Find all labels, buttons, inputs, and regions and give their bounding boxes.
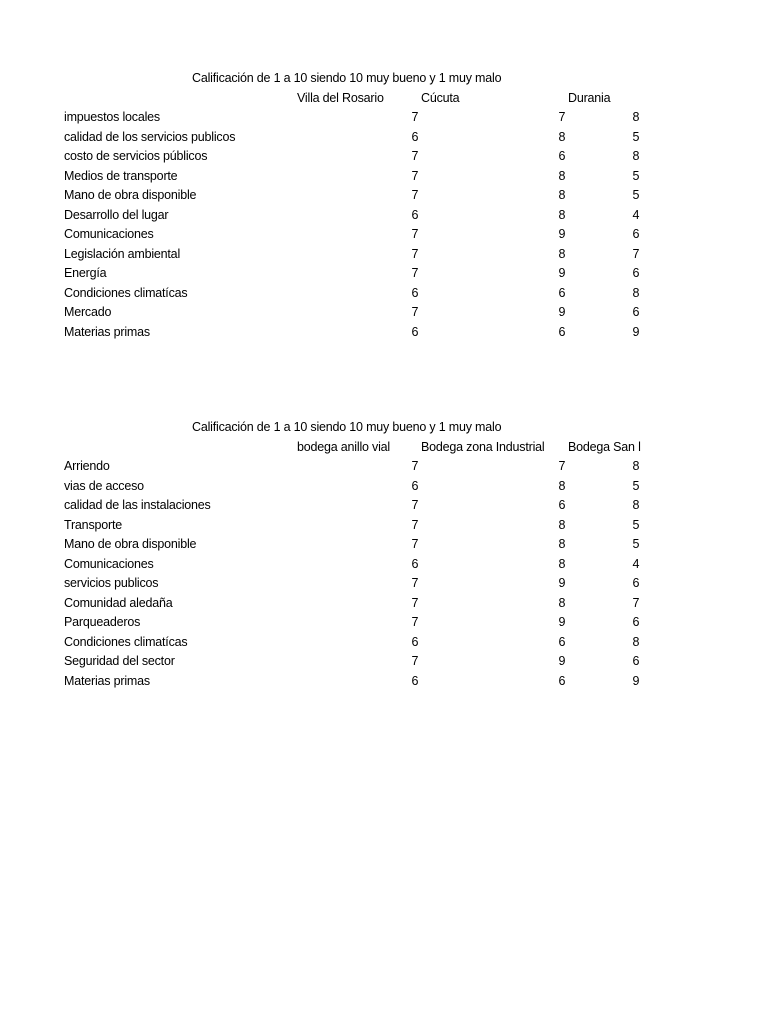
rating-cell: 6	[632, 654, 640, 668]
rating-cell: 7	[411, 266, 419, 280]
rating-cell: 7	[411, 459, 419, 473]
rating-cell: 8	[632, 285, 640, 300]
rating-cell: 9	[558, 305, 566, 319]
rating-cell: 5	[632, 537, 640, 551]
rating-cell: 7	[411, 168, 419, 183]
rating-cell: 7	[411, 576, 419, 590]
rating-cell: 8	[558, 168, 566, 183]
rating-cell: 5	[632, 478, 640, 493]
rating-cell: 8	[558, 595, 566, 610]
row-label: Comunidad aledaña	[64, 595, 173, 610]
rating-cell: 7	[632, 246, 640, 261]
rating-cell: 6	[411, 324, 419, 339]
rating-cell: 5	[632, 168, 640, 183]
rating-cell: 7	[411, 149, 419, 163]
rating-cell: 6	[632, 615, 640, 629]
row-label: vias de acceso	[64, 478, 144, 493]
rating-cell: 7	[558, 459, 566, 473]
row-label: Mercado	[64, 305, 112, 319]
column-header-cucuta: Cúcuta	[421, 91, 460, 105]
column-header-villa-del-rosario: Villa del Rosario	[297, 91, 384, 105]
rating-cell: 6	[558, 498, 566, 512]
rating-cell: 9	[632, 324, 640, 339]
rating-cell: 6	[632, 305, 640, 319]
row-label: impuestos locales	[64, 110, 160, 124]
rating-cell: 7	[411, 110, 419, 124]
row-label: Parqueaderos	[64, 615, 141, 629]
rating-cell: 9	[558, 266, 566, 280]
row-label: Materias primas	[64, 324, 150, 339]
rating-cell: 6	[411, 556, 419, 571]
row-label: Legislación ambiental	[64, 246, 181, 261]
rating-cell: 7	[411, 537, 419, 551]
rating-cell: 8	[558, 207, 566, 222]
rating-cell: 7	[411, 227, 419, 241]
rating-cell: 5	[632, 188, 640, 202]
rating-cell: 7	[411, 595, 419, 610]
rating-cell: 5	[632, 129, 640, 144]
rating-cell: 7	[411, 615, 419, 629]
row-label: Arriendo	[64, 459, 110, 473]
row-label: Mano de obra disponible	[64, 188, 197, 202]
row-label: Desarrollo del lugar	[64, 207, 169, 222]
row-label: Transporte	[64, 517, 122, 532]
row-label: Energía	[64, 266, 107, 280]
rating-cell: 6	[632, 266, 640, 280]
rating-cell: 6	[558, 285, 566, 300]
column-header-bodega-anillo-vial: bodega anillo vial	[297, 440, 391, 454]
row-label: Seguridad del sector	[64, 654, 175, 668]
rating-cell: 7	[411, 188, 419, 202]
row-label: Medios de transporte	[64, 168, 178, 183]
rating-cell: 8	[558, 537, 566, 551]
row-label: costo de servicios públicos	[64, 149, 208, 163]
rating-cell: 6	[411, 673, 419, 688]
rating-cell: 8	[632, 634, 640, 649]
rating-cell: 6	[411, 478, 419, 493]
rating-cell: 9	[558, 615, 566, 629]
rating-cell: 5	[632, 517, 640, 532]
row-label: Condiciones climatícas	[64, 634, 188, 649]
rating-cell: 6	[411, 634, 419, 649]
row-label: Condiciones climatícas	[64, 285, 188, 300]
rating-cell: 8	[558, 129, 566, 144]
rating-cell: 4	[632, 556, 640, 571]
rating-cell: 9	[558, 654, 566, 668]
rating-cell: 9	[632, 673, 640, 688]
column-header-bodega-san: Bodega San l	[568, 440, 641, 454]
rating-cell: 8	[632, 110, 640, 124]
row-label: Comunicaciones	[64, 227, 154, 241]
row-label: Comunicaciones	[64, 556, 154, 571]
rating-cell: 7	[632, 595, 640, 610]
row-label: calidad de las instalaciones	[64, 498, 211, 512]
rating-cell: 8	[632, 149, 640, 163]
rating-cell: 8	[632, 498, 640, 512]
row-label: servicios publicos	[64, 576, 159, 590]
row-label: calidad de los servicios publicos	[64, 129, 236, 144]
rating-cell: 9	[558, 227, 566, 241]
rating-cell: 8	[558, 478, 566, 493]
rating-cell: 4	[632, 207, 640, 222]
rating-cell: 6	[558, 324, 566, 339]
row-label: Mano de obra disponible	[64, 537, 197, 551]
rating-cell: 6	[558, 634, 566, 649]
column-header-bodega-zona-industrial: Bodega zona Industrial	[421, 440, 545, 454]
rating-cell: 7	[411, 654, 419, 668]
rating-cell: 8	[558, 188, 566, 202]
rating-cell: 6	[632, 576, 640, 590]
rating-cell: 6	[411, 207, 419, 222]
rating-cell: 7	[558, 110, 566, 124]
table-title: Calificación de 1 a 10 siendo 10 muy bueno y 1 muy malo	[192, 71, 502, 85]
rating-cell: 7	[411, 246, 419, 261]
rating-cell: 7	[411, 517, 419, 532]
rating-cell: 7	[411, 305, 419, 319]
table-title: Calificación de 1 a 10 siendo 10 muy bueno y 1 muy malo	[192, 420, 502, 434]
column-header-durania: Durania	[568, 91, 611, 105]
rating-cell: 6	[411, 285, 419, 300]
rating-cell: 6	[632, 227, 640, 241]
rating-cell: 6	[558, 149, 566, 163]
row-label: Materias primas	[64, 673, 150, 688]
rating-cell: 8	[558, 517, 566, 532]
rating-cell: 8	[558, 556, 566, 571]
rating-cell: 6	[411, 129, 419, 144]
rating-cell: 7	[411, 498, 419, 512]
rating-cell: 9	[558, 576, 566, 590]
rating-cell: 8	[632, 459, 640, 473]
rating-cell: 8	[558, 246, 566, 261]
rating-cell: 6	[558, 673, 566, 688]
